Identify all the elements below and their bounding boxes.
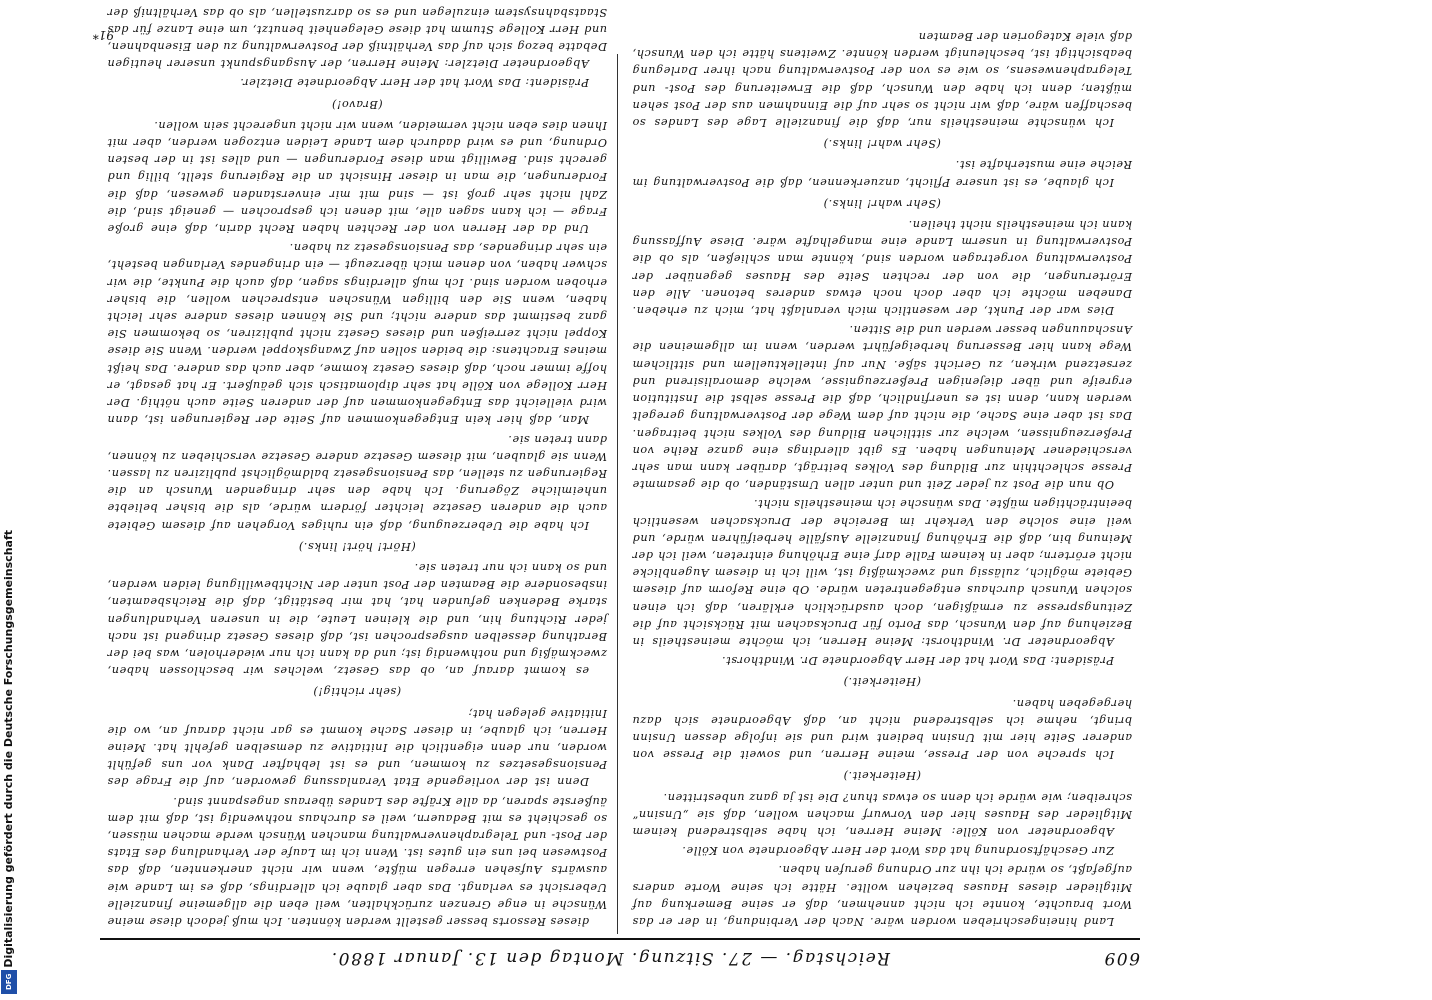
interjection: (Sehr wahr! links.)	[823, 196, 941, 210]
paragraph: Denn ist der vorliegende Etat Veranlassung geworden, auf die Frage des Pensionsgesetzes zu kommen, und es ist lebhafter Dank vor uns gefühlt worden, nur denn eigentlich die Initiative zu demselben gefehlt hat. Meine Herren, ich glaube, in dieser Sache kommt es gar nicht darauf an, wo die Initiative gelegen hat;	[107, 706, 607, 789]
paragraph: Abgeordneter Dietzler: Meine Herren, der Ausgangspunkt unserer heutigen Debatte bezog sich auf das Verhältniß der Postverwaltung zu den Eisenbahnen, und Herr Kollege Stumm hat diese Gelegenheit benutzt, um eine Lanze für das Staatsbahnsystem einzulegen und es so darzustellen, als ob das Verhältniß der	[107, 5, 607, 71]
interjection: (Bravo!)	[331, 97, 383, 111]
paragraph: Ich wünschte meinestheils nur, daß die finanzielle Lage des Landes so beschaffen wäre, daß wir nicht so sehr auf die Einnahmen aus der Post sehen müßten; denn ich habe den Wunsch, daß die Erweiterung des Post- und Telegraphenwesens, so wie es von der Postverwaltung nach ihrer Darlegung beabsichtigt ist, beschleunigt werden könnte. Zweitens hätte ich den Wunsch, daß viele Kategorien der Beamten	[632, 30, 1132, 130]
paragraph: Präsident: Das Wort hat der Herr Abgeordnete Dr. Windthorst.	[721, 654, 1114, 668]
interjection: (sehr richtig!)	[312, 685, 402, 699]
header-page-number: 609	[1103, 948, 1140, 968]
header-title: Reichstag. — 27. Sitzung. Montag den 13. Januar 1880.	[330, 948, 890, 968]
dfg-watermark	[0, 530, 18, 1000]
paragraph: dieses Ressorts besser gestellt werden könnten. Ich muß jedoch diese meine Wünsche in enge Grenzen zurückhalten, weil eben die allgemeine finanzielle Uebersicht es verlangt. Das aber glaube ich allerdings, daß es im Lande wie auswärts Aufsehen erregen müßte, wenn wir nicht anerkennten, daß das Postwesen bei uns ein gutes ist. Wenn ich im Laufe der Verhandlung des Etats der Post- und Telegraphenverwaltung manchen Wünsch werde machen müssen, so geschieht es mit Bedauern, weil es durchaus nothwendig ist, daß mit dem äußerste sparen, da alle Kräfte des Landes überaus angespannt sind.	[107, 794, 607, 928]
column-divider	[617, 54, 618, 934]
watermark-text: Digitalisierung gefördert durch die Deutsche Forschungsgemeinschaft	[2, 530, 15, 968]
interjection: (Heiterkeit.)	[843, 769, 921, 783]
paragraph: Abgeordneter Dr. Windthorst: Meine Herren, ich möchte meinestheils in Beziehung auf den Wunsch, das Porto für Drucksachen mit Rücksicht auf die Zeitungspresse zu ermäßigen, doch ausdrücklich erklären, daß ich einen solchen Wunsch durchaus entgegentreten würde. Ob eine Reform auf diesem Gebiete möglich, zulässig und zweckmäßig ist, will ich in diesem Augenblicke nicht erörtern; aber in keinem Falle darf eine Erhöhung eintreten, weil ich der Meinung bin, daß die Erhöhung finanzielle Ausfälle herbeiführen würde, und weil eine solche den Verkehr im Bereiche der Drucksachen wesentlich beeinträchtigen müßte. Das wünsche ich meinestheils nicht.	[632, 497, 1132, 648]
paragraph: Präsident: Das Wort hat der Herr Abgeordnete Dietzler.	[239, 76, 589, 90]
footer-page-mark: 91*	[92, 28, 114, 42]
paragraph: Zur Geschäftsordnung hat das Wort der Herr Abgeordnete von Kölle.	[681, 844, 1114, 858]
paragraph: Man, daß hier kein Entgegenkommen auf Seite der Regierungen ist, dann wird vielleicht das Entgegenkommen auf der anderen Seite auch nöthig. Der Herr Kollege von Kölle hat sehr diplomatisch sich geäußert. Er hat gesagt, er hoffe immer noch, daß dieses Gesetz komme, aber auch das andere. Das heißt meines Erachtens: die beiden sollen auf Zwangskoppel werden. Wenn Sie diese Koppel nicht zerreißen und dieses Gesetz nicht publiziren, so bekommen Sie ganz bestimmt das andere nicht; und Sie können dieses andere sehr leicht haben, wenn Sie den billigen Wünschen entsprechen wollen, die bisher erhoben worden sind. Ich muß allerdings sagen, daß auch die Punkte, die wir schwer haben, von denen mich überzeugt — ein dringendes Verlangen besteht, ein sehr dringendes, das Pensionsgesetz zu haben.	[107, 241, 607, 427]
paragraph: es kommt darauf an, ob das Gesetz, welches wir beschlossen haben, zweckmäßig und nothwendig ist; und da kann ich nur wiederholen, was bei der Berathung desselben ausgesprochen ist, daß dieses Gesetz dringend ist nach jeder Richtung hin, und die kleinen Leute, die in unseren Verhandlungen starke Bedenken gefunden hat, hat mir bestätigt, daß die Reichsbeamten, insbesondere die Beamten der Post unter der Nichtbewilligung leiden werden, und so kann ich nur treten sie.	[107, 560, 607, 678]
paragraph: Abgeordneter von Kölle: Meine Herren, ich habe selbstredend keinem Mitglieder des Hauses hier den Vorwurf machen wollen, daß sie „Unsinn“ schreiben; wie würde ich denn so etwas thun? Die ist ja ganz unbestritten.	[632, 790, 1132, 838]
paragraph: Und da der Herren von der Rechten haben Recht darin, daß eine große Frage — ich kann sagen alle, mit denen ich gesprochen — geneigt sind, die Zahl nicht sehr groß ist — sind mit mir einverstanden gewesen, daß die Forderungen, die man in dieser Hinsicht an die Regierung stellt, billig und gerecht sind. Bewilligt man diese Forderungen — und alles ist in der besten Ordnung, und es wird dadurch dem Lande Leiden entzogen werden, aber mit Ihnen dies eben nicht vermeiden, wenn wir nicht ungerecht sein wollen.	[107, 118, 607, 236]
paragraph: Land hineingeschrieben worden wäre. Nach der Verbindung, in der er das Wort brauchte, konnte ich nicht annehmen, daß er seine Bemerkung auf Mitglieder dieses Hauses beziehen wollte. Hätte ich seine Worte anders aufgefaßt, so würde ich ihn zur Ordnung gerufen haben.	[632, 863, 1132, 928]
interjection: (Sehr wahr! links.)	[823, 137, 941, 151]
paragraph: Ob nun die Post zu jeder Zeit und unter allen Umständen, ob die gesammte Presse schlechthin zur Bildung des Volkes beiträgt, darüber kann man sehr verschiedener Meinungen haben. Es gibt allerdings eine ganze Reihe von Preßerzeugnissen, welche zur sittlichen Bildung des Volkes nicht beitragen. Das ist aber eine Sache, die nicht auf dem Wege der Postverwaltung geregelt werden kann, denn ist es unerfindlich, daß die Presse selbst die Institution ergreife und über diejenigen Preßerzeugnisse, welche demoralisirend und zersetzend wirken, zu Gericht säße. Nur auf intellektuellem und sittlichem Wege kann hier Besserung herbeigeführt werden, wenn im allgemeinen die Anschauungen besser werden und die Sitten.	[632, 323, 1132, 492]
interjection: (Heiterkeit.)	[843, 675, 921, 689]
page-header	[100, 940, 1140, 970]
paragraph: Ich glaube, es ist unsere Pflicht, anzuerkennen, daß die Postverwaltung im Reiche eine musterhafte ist.	[632, 158, 1132, 189]
paragraph: Dies war der Punkt, der wesentlich mich veranlaßt hat, mich zu erheben. Daneben möchte ich aber doch noch etwas anderes betonen. Alle den Erörterungen, die von der rechten Seite des Hauses gegenüber der Postverwaltung vorgetragen worden sind, könnte man schließen, als ob die Postverwaltung in unserm Lande eine mangelhafte wäre. Diese Auffassung kann ich meinestheils nicht theilen.	[632, 218, 1132, 318]
interjection: (Hört! hört! links.)	[298, 539, 416, 553]
dfg-logo: DFG	[1, 970, 17, 994]
paragraph: Ich habe die Ueberzeugung, daß ein ruhiges Vorgehen auf diesem Gebiete auch die anderen Gesetze leichter fördern würde, als die bisher beliebte unheimliche Zögerung. Ich habe den sehr dringenden Wunsch an die Regierungen zu stellen, das Pensionsgesetz baldmöglichst publiziren zu lassen. Wenn sie glauben, mit diesem Gesetze andere Gesetze verschieben zu können, dann treten sie.	[107, 432, 607, 532]
right-text-column	[107, 0, 607, 930]
header-rule	[100, 938, 1140, 940]
left-text-column	[632, 26, 1132, 930]
paragraph: Ich spreche von der Presse, meine Herren, und soweit die Presse von anderer Seite hier mit Unsinn bedient wird und sie infolge dessen Unsinn bringt, nehme ich selbstredend nicht an, daß Abgeordnete sich dazu hergegeben haben.	[632, 696, 1132, 762]
